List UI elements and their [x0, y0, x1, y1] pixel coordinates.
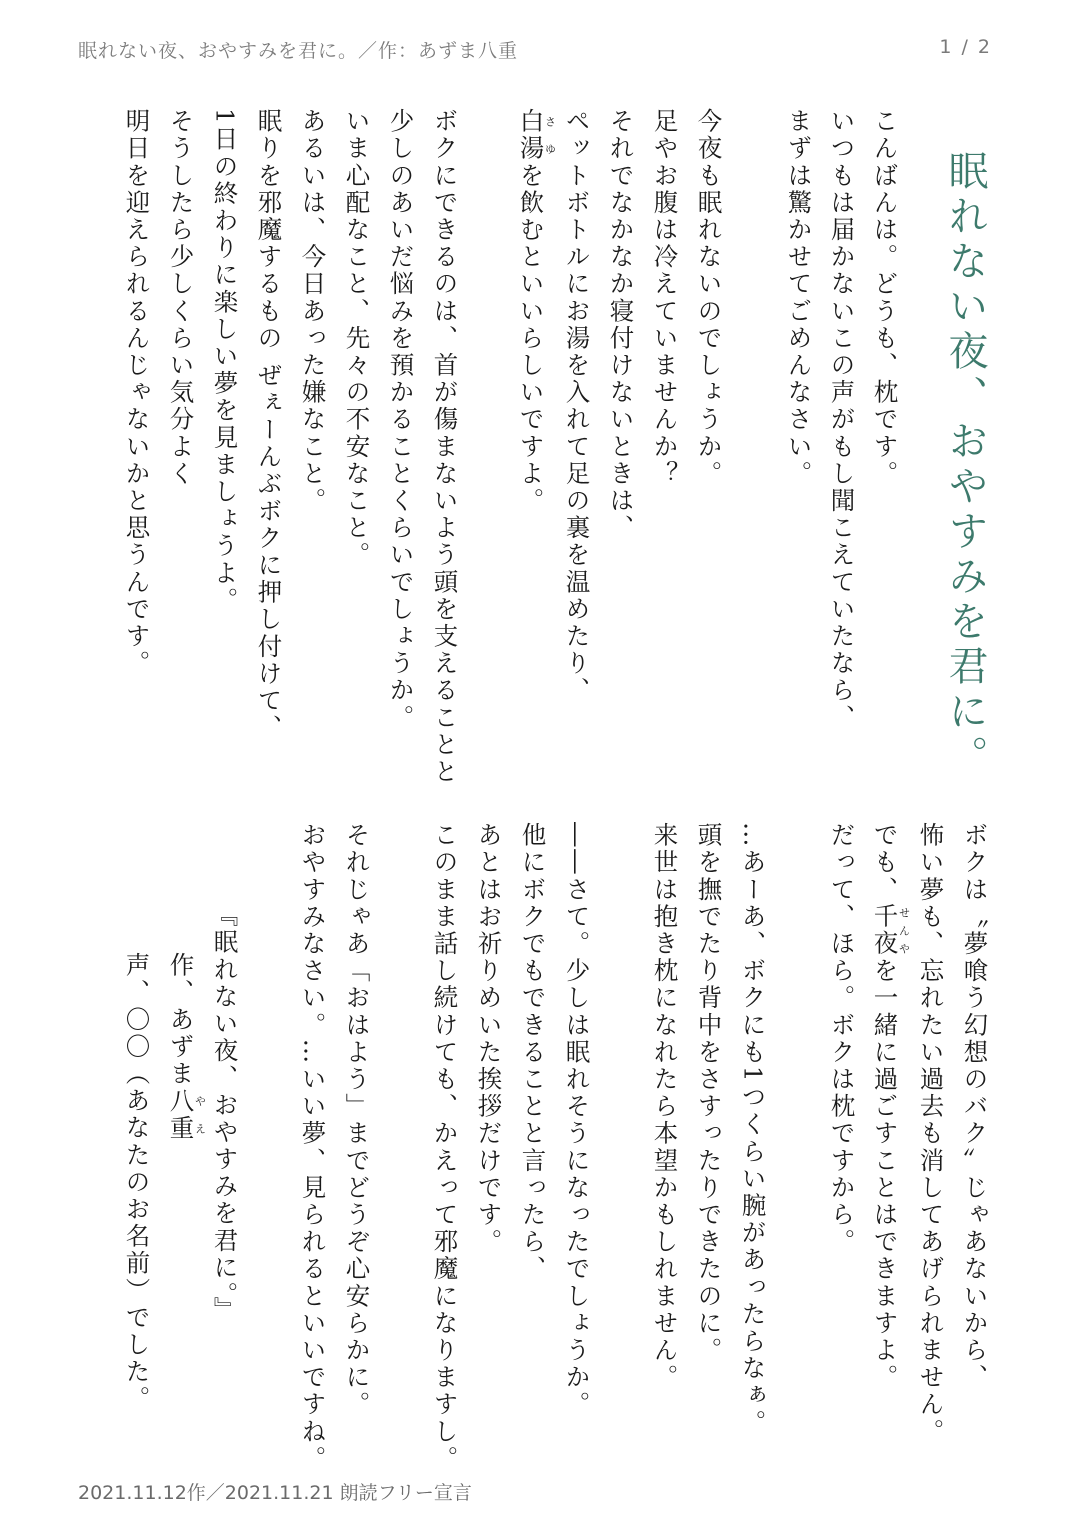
- text-line: いま心配なこと、先々の不安なこと。: [342, 108, 372, 569]
- ruby-reading-senya: せんや: [897, 903, 911, 958]
- ruby-base-yae: 八重: [166, 1087, 196, 1142]
- text-line: おやすみなさい。…いい夢、見られるといいですね。: [298, 822, 328, 1473]
- text-line-part: でも、: [870, 822, 900, 904]
- text-line: あとはお祈りめいた挨拶だけです。: [474, 822, 504, 1256]
- text-line: 頭を撫でたり背中をさすったりできたのに。: [694, 822, 724, 1364]
- text-line: まずは驚かせてごめんなさい。: [784, 108, 814, 488]
- ruby-reading-sayu: さゆ: [543, 108, 557, 163]
- ruby-base-senya: 千夜: [870, 903, 900, 958]
- text-line: 怖い夢も、忘れたい過去も消してあげられません。: [916, 822, 946, 1446]
- text-line: このまま話し続けても、かえって邪魔になりますし。: [430, 822, 460, 1473]
- text-line: そうしたら少しくらい気分よく: [166, 108, 196, 488]
- text-line: こんばんは。どうも、枕です。: [870, 108, 900, 488]
- text-line: ボクにできるのは、首が傷まないよう頭を支えることと: [430, 108, 460, 786]
- page-number: 1 / 2: [939, 36, 992, 58]
- text-line-rest: を一緒に過ごすことはできますよ。: [870, 957, 900, 1392]
- text-line: ――さて。少しは眠れそうになったでしょうか。: [562, 822, 592, 1419]
- text-line-with-ruby: [518, 108, 556, 515]
- footer-note: 2021.11.12作／2021.11.21 朗読フリー宣言: [78, 1482, 472, 1504]
- text-line: 眠りを邪魔するもの ぜぇーんぶボクに押し付けて、: [254, 108, 284, 742]
- credit-voice: 声、〇〇（あなたのお名前）でした。: [122, 952, 152, 1413]
- text-line: 他にボクでもできることと言ったら、: [518, 822, 548, 1283]
- text-line: いつもは届かないこの声がもし聞こえていたなら、: [827, 108, 857, 732]
- text-line: 少しのあいだ悩みを預かることくらいでしょうか。: [386, 108, 416, 732]
- header-title: 眠れない夜、おやすみを君に。／作：あずま八重: [78, 40, 519, 62]
- text-line-with-ruby: [872, 822, 910, 1391]
- credit-author-prefix: 作、あずま: [166, 952, 196, 1088]
- text-line: 来世は抱き枕になれたら本望かもしれません。: [650, 822, 680, 1392]
- text-line: だって、ほら。ボクは枕ですから。: [827, 822, 857, 1256]
- text-line-rest: を飲むといいらしいですよ。: [516, 162, 546, 515]
- text-line: 1日の終わりに楽しい夢を見ましょうよ。: [210, 108, 240, 614]
- credit-author: [168, 952, 206, 1142]
- text-line: ペットボトルにお湯を入れて足の裏を温めたり、: [562, 108, 592, 705]
- text-line: それでなかなか寝付けないときは、: [606, 108, 636, 542]
- text-line: …あーあ、ボクにも1つくらい腕があったらなぁ。: [738, 822, 768, 1437]
- text-line: それじゃあ「おはよう」までどうぞ心安らかに。: [342, 822, 372, 1419]
- page-title: 眠れない夜、おやすみを君に。: [942, 150, 988, 780]
- text-line: 明日を迎えられるんじゃないかと思うんです。: [122, 108, 152, 678]
- text-line: ボクは〝夢喰う幻想のバク〟じゃあないから、: [960, 822, 990, 1392]
- credit-title: 『眠れない夜、おやすみを君に。』: [210, 902, 240, 1324]
- ruby-base-sayu: 白湯: [516, 108, 546, 163]
- text-line: あるいは、今日あった嫌なこと。: [298, 108, 328, 515]
- ruby-reading-yae: やえ: [193, 1087, 207, 1142]
- text-line: 今夜も眠れないのでしょうか。: [694, 108, 724, 488]
- text-line: 足やお腹は冷えていませんか？: [650, 108, 680, 488]
